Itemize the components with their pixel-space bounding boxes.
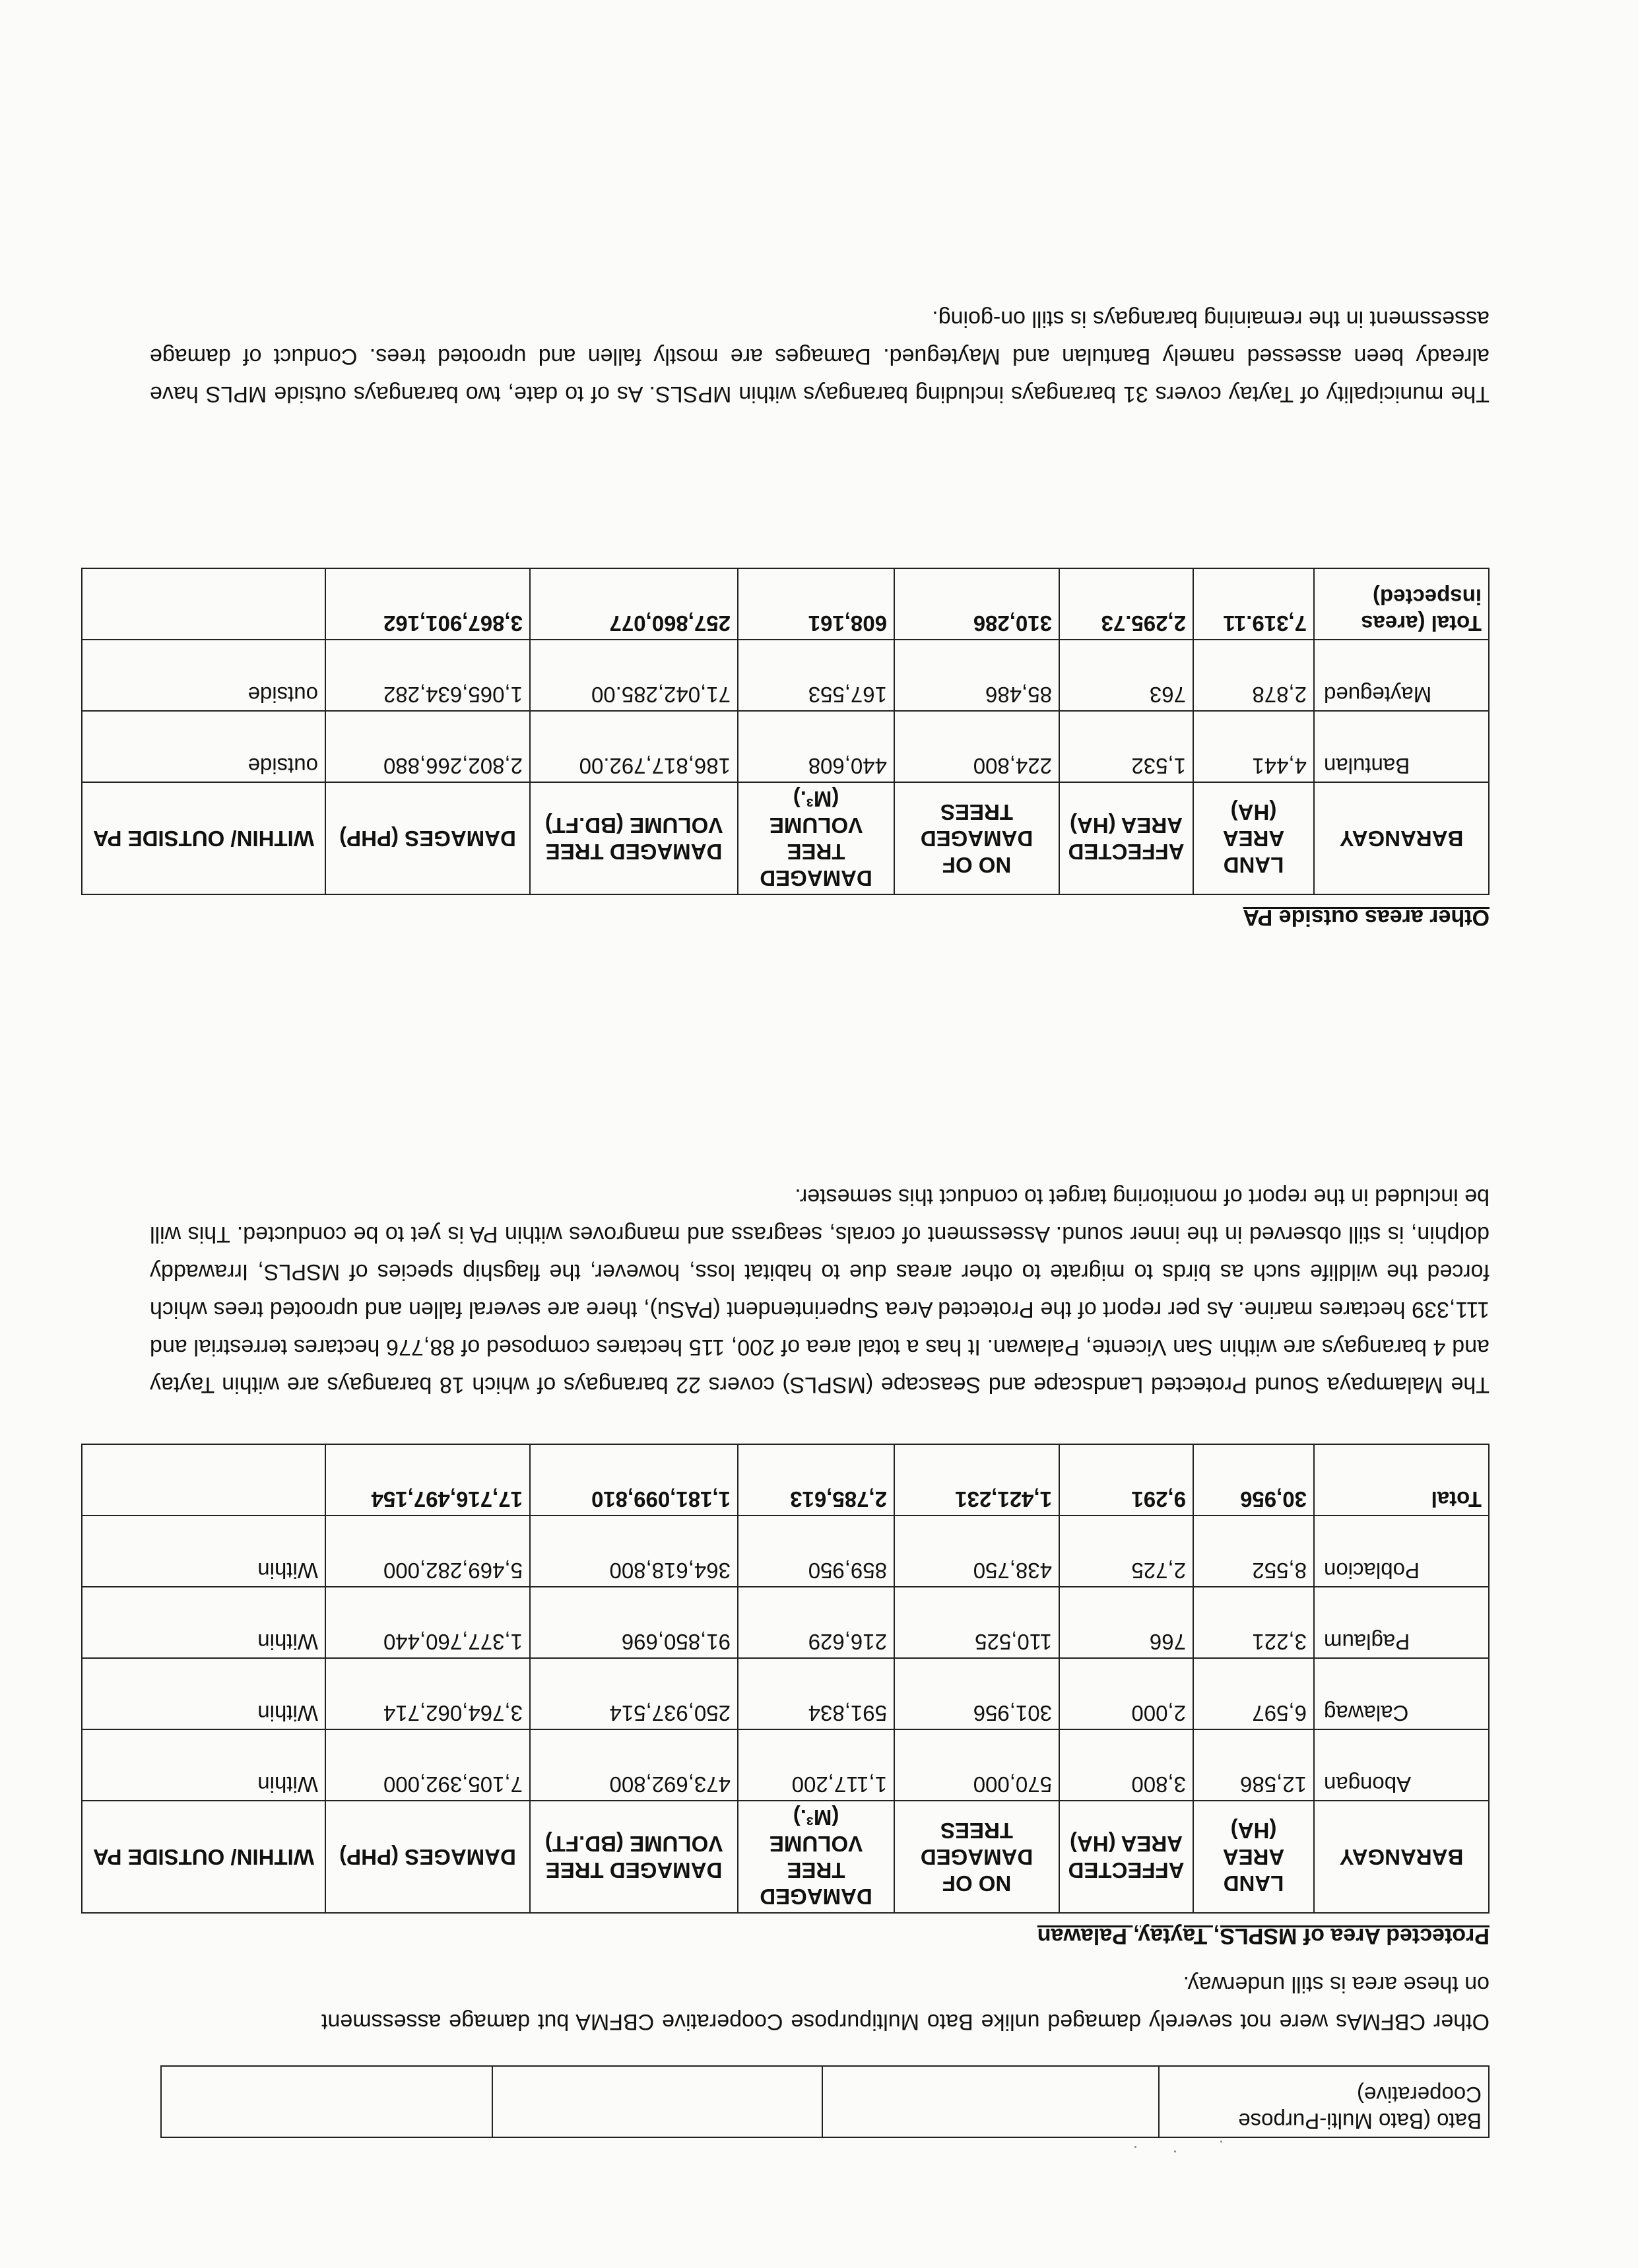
table-cell: outside <box>82 640 325 711</box>
table-cell: 301,956 <box>894 1658 1059 1729</box>
table-cell: 71,042,285.00 <box>530 640 738 711</box>
table-cell: 591,834 <box>738 1658 894 1729</box>
table-row <box>82 711 1489 782</box>
table-cell: Within <box>82 1587 325 1658</box>
barangay-name: Abongan <box>1314 1729 1489 1801</box>
column-header: DAMAGES (PHP) <box>325 1801 530 1913</box>
column-header: NO OF DAMAGED TREES <box>894 1801 1059 1913</box>
table-cell: 8,552 <box>1193 1516 1314 1587</box>
total-cell: 3,867,901,162 <box>325 568 530 640</box>
total-cell: 257,860,077 <box>530 568 738 640</box>
scan-speck <box>1134 2146 1136 2148</box>
total-cell: 9,291 <box>1059 1444 1193 1516</box>
table-cell: 1,117,200 <box>738 1729 894 1801</box>
table-row <box>82 1516 1489 1587</box>
table-cell: 5,469,282,000 <box>325 1516 530 1587</box>
table-cell: 2,725 <box>1059 1516 1193 1587</box>
total-cell: 30,956 <box>1193 1444 1314 1516</box>
column-header: WITHIN/ OUTSIDE PA <box>82 782 325 894</box>
table-cell: 110,525 <box>894 1587 1059 1658</box>
column-header: NO OF DAMAGED TREES <box>894 782 1059 894</box>
table-cell: 766 <box>1059 1587 1193 1658</box>
column-header: DAMAGES (PHP) <box>325 782 530 894</box>
total-cell: 2,785,613 <box>738 1444 894 1516</box>
table-cell: 859,950 <box>738 1516 894 1587</box>
table-cell: 1,377,760,440 <box>325 1587 530 1658</box>
barangay-name: Paglaum <box>1314 1587 1489 1658</box>
table-row <box>82 1587 1489 1658</box>
total-cell: 17,716,497,154 <box>325 1444 530 1516</box>
column-header: LAND AREA (HA) <box>1193 1801 1314 1913</box>
table-row <box>82 1729 1489 1801</box>
table-cell: 364,618,800 <box>530 1516 738 1587</box>
table-row <box>82 640 1489 711</box>
table-cell: 3,764,062,714 <box>325 1658 530 1729</box>
paragraph-mspls: The Malampaya Sound Protected Landscape and Seascape (MSPLS) covers 22 barangays of which 18 barangays are within Taytay and 4 barangays are within San Vicente, Palawan. It has a total area of 200, 115 hectares composed of 88,776 hectares terrestrial and 111,339 hectares marine. As per report of the Protected Area Superintendent (PASu), there are several fallen and uprooted trees which forced the wildlife such as birds to migrate to other areas due to habitat loss, however, the flagship species of MSPLS, Irrawaddy dolphin, is still observed in the inner sound. Assessment of corals, seagrass and mangroves within PA is yet to be conducted. This will be included in the report of monitoring target to conduct this semester. <box>150 1184 1490 1397</box>
total-label: Total (areas inspected) <box>1314 568 1489 640</box>
barangay-name: Poblacion <box>1314 1516 1489 1587</box>
table-cell: 3,221 <box>1193 1587 1314 1658</box>
column-header: DAMAGED TREE VOLUME (M³.) <box>738 782 894 894</box>
total-cell <box>82 1444 325 1516</box>
table-row <box>161 2066 1489 2137</box>
barangay-name: Maytegued <box>1314 640 1489 711</box>
table-cell: 224,800 <box>894 711 1059 782</box>
outside-pa-table <box>81 568 1490 895</box>
total-cell: 310,286 <box>894 568 1059 640</box>
total-cell: 7,319.11 <box>1193 568 1314 640</box>
table-cell: 216,629 <box>738 1587 894 1658</box>
table-cell: 7,105,392,000 <box>325 1729 530 1801</box>
column-header: LAND AREA (HA) <box>1193 782 1314 894</box>
column-header: BARANGAY <box>1314 1801 1489 1913</box>
table-cell: 473,692,800 <box>530 1729 738 1801</box>
table-cell: 1,532 <box>1059 711 1193 782</box>
scan-speck <box>1174 2151 1176 2152</box>
table-cell: 6,597 <box>1193 1658 1314 1729</box>
total-cell: 2,295.73 <box>1059 568 1193 640</box>
table-header-row <box>82 782 1489 894</box>
total-cell <box>82 568 325 640</box>
scan-speck <box>1220 2141 1222 2143</box>
table-cell: 91,850,696 <box>530 1587 738 1658</box>
table-cell: outside <box>82 711 325 782</box>
table-cell: 186,817,792.00 <box>530 711 738 782</box>
table-cell: 2,000 <box>1059 1658 1193 1729</box>
total-cell: 1,181,099,810 <box>530 1444 738 1516</box>
table-header-row <box>82 1801 1489 1913</box>
protected-area-table <box>81 1444 1490 1914</box>
paragraph-taytay: The municipality of Taytay covers 31 barangays including barangays within MPSLS. As of to date, two barangays outside MPLS have already been assessed namely Bantulan and Maytegued. Damages are mostly fallen and uprooted trees. Conduct of damage assessment in the remaining barangays is still on-going. <box>150 306 1490 407</box>
paragraph-cbfma: Other CBFMAs were not severely damaged unlike Bato Multipurpose Cooperative CBFMA but damage assessment on these area is still underway. <box>321 1972 1490 2034</box>
heading-outside-pa: Other areas outside PA <box>1243 905 1490 930</box>
column-header: DAMAGED TREE VOLUME (M³.) <box>738 1801 894 1913</box>
table-cell: Within <box>82 1516 325 1587</box>
total-label: Total <box>1314 1444 1489 1516</box>
column-header: DAMAGED TREE VOLUME (BD.FT) <box>530 782 738 894</box>
total-cell: 608,161 <box>738 568 894 640</box>
table-cell: 1,065,634,282 <box>325 640 530 711</box>
table-cell: 4,441 <box>1193 711 1314 782</box>
table-cell: 570,000 <box>894 1729 1059 1801</box>
column-header: DAMAGED TREE VOLUME (BD.FT) <box>530 1801 738 1913</box>
table-cell: Within <box>82 1658 325 1729</box>
column-header: BARANGAY <box>1314 782 1489 894</box>
table-cell: 2,802,266,880 <box>325 711 530 782</box>
barangay-name: Bantulan <box>1314 711 1489 782</box>
column-header: WITHIN/ OUTSIDE PA <box>82 1801 325 1913</box>
column-header: AFFECTED AREA (HA) <box>1059 782 1193 894</box>
table-cell: 440,608 <box>738 711 894 782</box>
table-total-row <box>82 568 1489 640</box>
barangay-name: Calawag <box>1314 1658 1489 1729</box>
cbfma-table-partial <box>160 2065 1490 2138</box>
heading-protected-area: Protected Area of MSPLS, Taytay, Palawan <box>1037 1923 1490 1949</box>
table-cell: 167,553 <box>738 640 894 711</box>
table-row <box>82 1658 1489 1729</box>
table-cell: 250,937,514 <box>530 1658 738 1729</box>
column-header: AFFECTED AREA (HA) <box>1059 1801 1193 1913</box>
table-cell: Within <box>82 1729 325 1801</box>
table-cell: 85,486 <box>894 640 1059 711</box>
total-cell: 1,421,231 <box>894 1444 1059 1516</box>
table-cell: 3,800 <box>1059 1729 1193 1801</box>
table-cell: 438,750 <box>894 1516 1059 1587</box>
row-label: Bato (Bato Multi-Purpose Cooperative) <box>1159 2066 1489 2137</box>
table-total-row <box>82 1444 1489 1516</box>
table-cell: 763 <box>1059 640 1193 711</box>
table-cell: 2,878 <box>1193 640 1314 711</box>
table-cell: 12,586 <box>1193 1729 1314 1801</box>
